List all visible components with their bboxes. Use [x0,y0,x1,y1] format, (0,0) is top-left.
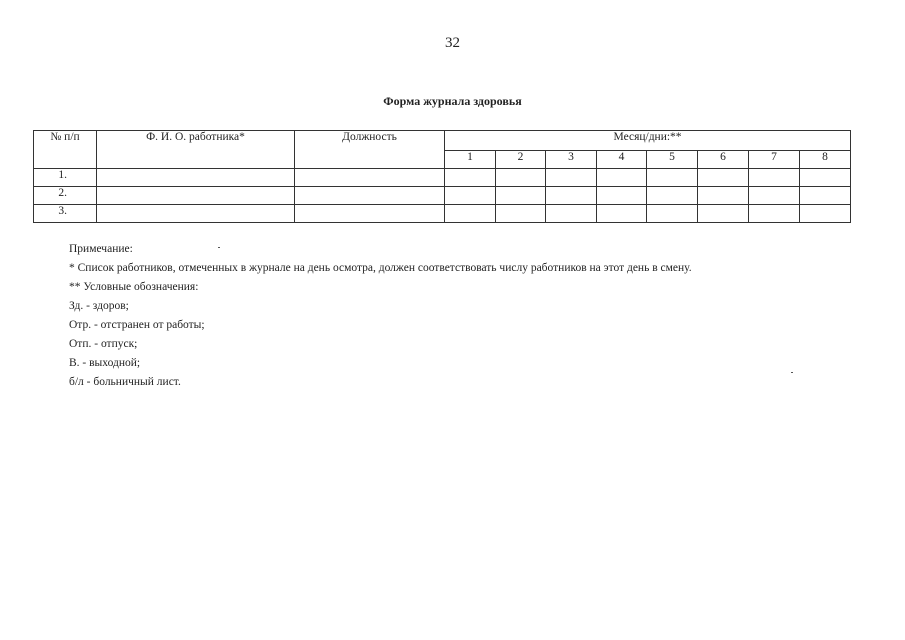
name-cell [97,205,295,223]
day-cell [749,169,800,187]
day-cell [647,205,698,223]
table-row [34,187,851,205]
day-cell [800,205,851,223]
header-num: № п/п [34,131,97,169]
header-day: 4 [597,151,647,169]
day-cell [496,169,546,187]
day-cell [647,169,698,187]
day-cell [800,169,851,187]
day-cell [597,205,647,223]
scan-speck [791,372,793,373]
row-number: 3. [34,205,97,223]
document-title: Форма журнала здоровья [383,94,522,108]
header-day: 1 [445,151,496,169]
day-cell [496,187,546,205]
header-position: Должность [295,131,445,169]
note-line: Зд. - здоров; [69,300,129,312]
note-line: ** Условные обозначения: [69,281,199,293]
day-cell [546,187,597,205]
page-number: 32 [445,35,460,51]
note-line: В. - выходной; [69,357,141,369]
day-cell [597,169,647,187]
day-cell [546,205,597,223]
name-cell [97,169,295,187]
day-cell [597,187,647,205]
note-line: Отп. - отпуск; [69,338,138,350]
position-cell [295,205,445,223]
day-cell [698,205,749,223]
notes-heading: Примечание: [69,243,133,255]
header-day: 5 [647,151,698,169]
day-cell [749,205,800,223]
header-day: 2 [496,151,546,169]
day-cell [546,169,597,187]
day-cell [749,187,800,205]
health-journal-table [33,130,851,223]
day-cell [698,187,749,205]
header-day: 7 [749,151,800,169]
day-cell [698,169,749,187]
note-line: * Список работников, отмеченных в журнале на день осмотра, должен соответствовать числу работников на этот день в смену. [69,262,692,274]
day-cell [496,205,546,223]
day-cell [445,205,496,223]
scan-speck [218,247,220,248]
day-cell [800,187,851,205]
position-cell [295,169,445,187]
header-day: 3 [546,151,597,169]
header-name: Ф. И. О. работника* [97,131,295,169]
day-cell [445,187,496,205]
day-cell [445,169,496,187]
notes-section [69,240,692,392]
name-cell [97,187,295,205]
note-line: Отр. - отстранен от работы; [69,319,205,331]
day-cell [647,187,698,205]
table-row [34,205,851,223]
position-cell [295,187,445,205]
header-month-days: Месяц/дни:** [445,131,851,151]
row-number: 2. [34,187,97,205]
note-line: б/л - больничный лист. [69,376,181,388]
header-day: 6 [698,151,749,169]
header-day: 8 [800,151,851,169]
row-number: 1. [34,169,97,187]
table-row [34,169,851,187]
